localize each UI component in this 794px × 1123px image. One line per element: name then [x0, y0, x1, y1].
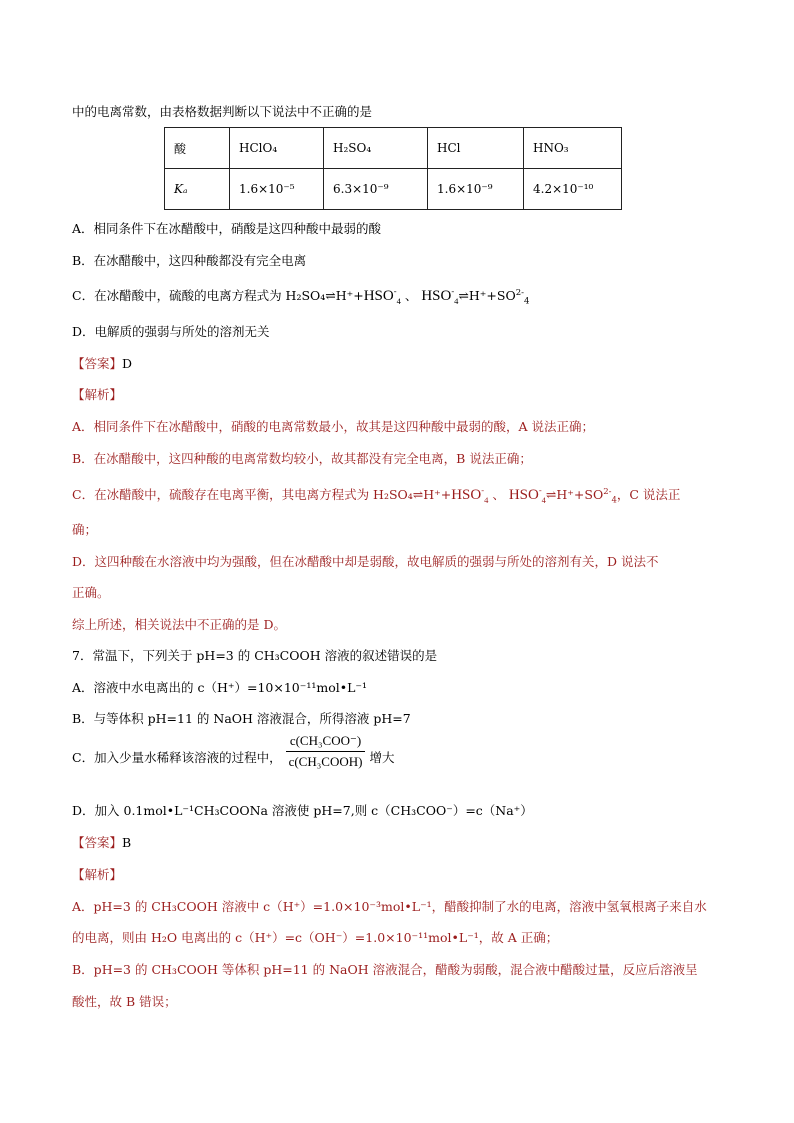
table-cell: HNO₃: [524, 128, 622, 169]
q7-option-a: A．溶液中水电离出的 c（H⁺）=10×10⁻¹¹mol•L⁻¹: [72, 680, 368, 695]
table-row-label: Kₐ: [165, 169, 230, 210]
option-a: A．相同条件下在冰醋酸中，硝酸是这四种酸中最弱的酸: [72, 221, 382, 236]
option-c-prefix: C．在冰醋酸中，硫酸的电离方程式为 H₂SO₄⇌H⁺+: [72, 288, 364, 303]
q7-answer: 【答案】B: [72, 835, 132, 850]
summary: 综上所述，相关说法中不正确的是 D。: [72, 617, 286, 632]
q7-explanation-b: B．pH=3 的 CH₃COOH 等体积 pH=11 的 NaOH 溶液混合，醋酸为弱酸，混合液中醋酸过量，反应后溶液呈: [72, 962, 698, 977]
table-cell: 6.3×10⁻⁹: [324, 169, 428, 210]
explanation-c: [72, 486, 680, 504]
table-cell: 4.2×10⁻¹⁰: [524, 169, 622, 210]
separator: 、: [492, 487, 505, 502]
option-b: B．在冰醋酸中，这四种酸都没有完全电离: [72, 253, 307, 268]
hso4-ion: $HSO^-_4$: [421, 286, 459, 306]
table-cell: HCl: [428, 128, 524, 169]
fraction-denominator: c(CH₃COOH): [288, 754, 363, 769]
option-c: [72, 287, 529, 305]
equation-mid: ⇌H⁺+: [545, 487, 585, 502]
fraction-numerator: c(CH₃COO⁻): [286, 732, 366, 752]
table-cell: 1.6×10⁻⁵: [230, 169, 324, 210]
ionization-constant-table: [164, 127, 622, 210]
so4-ion: $SO^{2-}_4$: [496, 287, 530, 307]
explanation-c-continued: 确；: [72, 522, 98, 537]
equation-mid: ⇌H⁺+: [458, 288, 497, 303]
table-cell: HClO₄: [230, 128, 324, 169]
table-cell: H₂SO₄: [324, 128, 428, 169]
table-row: [165, 128, 622, 169]
explanation-d-continued: 正确。: [72, 585, 110, 600]
q7-explanation-b-continued: 酸性，故 B 错误；: [72, 994, 177, 1009]
explanation-c-suffix: ，C 说法正: [616, 487, 681, 502]
q7-option-c-suffix: 增大: [369, 750, 395, 765]
q7-option-c-prefix: C．加入少量水稀释该溶液的过程中，: [72, 750, 282, 765]
concentration-fraction: [286, 732, 366, 771]
explanation-b: B．在冰醋酸中，这四种酸的电离常数均较小，故其都没有完全电离，B 说法正确；: [72, 451, 532, 466]
explanation-a: A．相同条件下在冰醋酸中，硝酸的电离常数最小，故其是这四种酸中最弱的酸，A 说法正确；: [72, 419, 595, 434]
separator: 、: [404, 288, 418, 303]
answer-label: 【答案】D: [72, 356, 133, 371]
explanation-c-prefix: C．在冰醋酸中，硫酸存在电离平衡，其电离方程式为 H₂SO₄⇌H⁺+: [72, 487, 452, 502]
q7-analysis-label: 【解析】: [72, 867, 123, 882]
so4-ion: $SO^{2-}_4$: [584, 486, 617, 506]
question-7-stem: 7．常温下，下列关于 pH=3 的 CH₃COOH 溶液的叙述错误的是: [72, 648, 438, 663]
q7-explanation-a: A．pH=3 的 CH₃COOH 溶液中 c（H⁺）=1.0×10⁻³mol•L⁻¹，醋酸抑制了水的电离，溶液中氢氧根离子来自水: [72, 899, 707, 914]
q7-option-d: D．加入 0.1mol•L⁻¹CH₃COONa 溶液使 pH=7,则 c（CH₃COO⁻）=c（Na⁺）: [72, 803, 533, 818]
q7-explanation-a-continued: 的电离，则由 H₂O 电离出的 c（H⁺）=c（OH⁻）=1.0×10⁻¹¹mol•L⁻¹，故 A 正确；: [72, 930, 559, 945]
q7-option-c: [72, 733, 395, 771]
analysis-label: 【解析】: [72, 387, 123, 402]
intro-text: 中的电离常数，由表格数据判断以下说法中不正确的是: [72, 104, 373, 119]
hso4-ion: $HSO^-_4$: [451, 485, 489, 505]
table-row: [165, 169, 622, 210]
table-cell: 1.6×10⁻⁹: [428, 169, 524, 210]
hso4-ion: $HSO^-_4$: [508, 485, 546, 505]
explanation-d: D．这四种酸在水溶液中均为强酸，但在冰醋酸中却是弱酸，故电解质的强弱与所处的溶剂有关，D 说法不: [72, 554, 659, 569]
option-d: D．电解质的强弱与所处的溶剂无关: [72, 324, 270, 339]
hso4-ion: $HSO^-_4$: [363, 286, 401, 306]
q7-option-b: B．与等体积 pH=11 的 NaOH 溶液混合，所得溶液 pH=7: [72, 711, 411, 726]
table-header-label: 酸: [165, 128, 230, 169]
